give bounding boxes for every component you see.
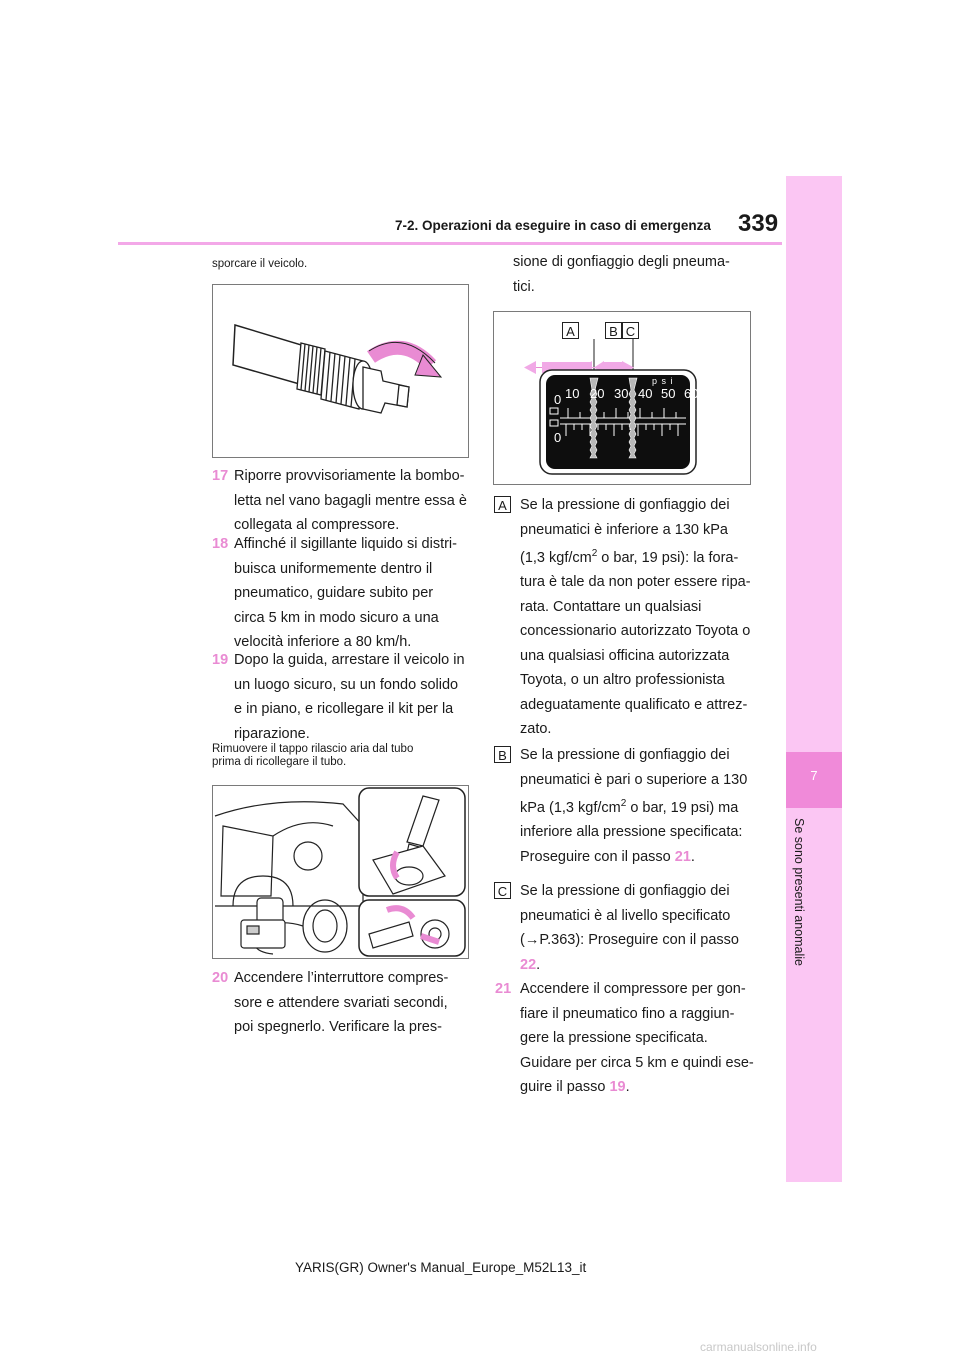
text-line: Toyota, o un altro professionista	[520, 672, 725, 689]
gauge-scale-30: 30	[614, 386, 629, 401]
label-box-b: B	[605, 322, 622, 339]
text-line	[520, 953, 760, 978]
gauge-scale-60: 60	[684, 386, 699, 401]
text-part: (1,3 kgf/cm	[520, 549, 592, 566]
text-part: Proseguire con il passo	[520, 848, 675, 865]
label-box-c-text: C	[494, 882, 511, 899]
superscript: 2	[620, 798, 627, 809]
step-line: gere la pressione specificata.	[520, 1030, 708, 1046]
text-line: zato.	[520, 721, 552, 738]
step-line: buisca uniformemente dentro il	[234, 560, 433, 577]
text-line: concessionario autorizzato Toyota o	[520, 623, 751, 640]
text-part: .	[625, 1079, 630, 1095]
step-line: fiare il pneumatico fino a raggiun-	[520, 1005, 735, 1022]
page-number: 339	[738, 210, 779, 237]
label-box-a: A	[562, 322, 579, 339]
watermark: carmanualsonline.info	[700, 1340, 817, 1354]
hose-cap-drawing	[213, 285, 468, 457]
step-line: Affinché il sigillante liquido si distri-	[234, 536, 457, 552]
gauge-scale-bottom-0: 0	[554, 430, 562, 445]
step-line: Guidare per circa 5 km e quindi ese-	[520, 1054, 754, 1071]
compressor-drawing	[213, 786, 468, 958]
text-part: .	[536, 956, 541, 973]
text-line	[520, 792, 760, 820]
text-line: rata. Contattare un qualsiasi	[520, 598, 702, 615]
step-ref[interactable]: 21	[674, 848, 691, 865]
gauge-scale-50: 50	[661, 386, 676, 401]
label-box-b-text: B	[494, 746, 511, 763]
step-line: velocità inferiore a 80 km/h.	[234, 634, 412, 650]
step-line: pneumatico, guidare subito per	[234, 585, 434, 601]
manual-footer: YARIS(GR) Owner's Manual_Europe_M52L13_it	[295, 1260, 587, 1275]
text-part: o bar, 19 psi): la fora-	[597, 549, 739, 566]
label-box-c: C	[622, 322, 639, 339]
note-line: prima di ricollegare il tubo.	[212, 756, 347, 768]
step-ref[interactable]: 19	[609, 1079, 626, 1095]
step-line: Dopo la guida, arrestare il veicolo in	[234, 652, 465, 668]
step-number: 17	[212, 468, 229, 484]
chapter-title	[792, 818, 806, 832]
text-part: .	[690, 848, 695, 865]
step-line: sore e attendere svariati secondi,	[234, 994, 448, 1011]
text-line: tura è tale da non poter essere ripa-	[520, 574, 751, 591]
step-line: collegata al compressore.	[234, 517, 400, 533]
paragraph-b	[520, 743, 760, 869]
text-line: una qualsiasi officina autorizzata	[520, 647, 730, 664]
step-line: Accendere il compressore per gon-	[520, 981, 746, 997]
step-ref[interactable]: 22	[520, 956, 537, 973]
text-line	[520, 542, 760, 570]
chapter-side-tab	[786, 176, 842, 1182]
compressor-connection-illustration	[212, 785, 469, 959]
text-line: pneumatici è inferiore a 130 kPa	[520, 521, 728, 538]
label-box-a-text: A	[494, 496, 511, 513]
step-number: 18	[212, 536, 229, 552]
header-rule	[118, 242, 782, 245]
step-line: riparazione.	[234, 725, 310, 742]
step-number: 21	[495, 981, 512, 997]
step-line: un luogo sicuro, su un fondo solido	[234, 676, 459, 693]
gauge-scale-40: 40	[638, 386, 653, 401]
chapter-number: 7	[810, 768, 818, 783]
hose-cap-illustration	[212, 284, 469, 458]
page-reference[interactable]: (→P.363): Proseguire con il passo	[520, 932, 739, 948]
pressure-gauge-illustration	[493, 311, 751, 485]
step-line: poi spegnerlo. Verificare la pres-	[234, 1019, 442, 1035]
text-line: tici.	[513, 278, 535, 295]
step-line: circa 5 km in modo sicuro a una	[234, 609, 439, 626]
gauge-unit: p s i	[652, 376, 674, 386]
text-line: Se la pressione di gonfiaggio dei	[520, 497, 730, 513]
step-line: Riporre provvisoriamente la bombo-	[234, 468, 465, 484]
step-line: letta nel vano bagagli mentre essa è	[234, 492, 467, 509]
text-line: adeguatamente qualificato e attrez-	[520, 696, 748, 713]
text-part: kPa (1,3 kgf/cm	[520, 799, 621, 816]
text-line: pneumatici è al livello specificato	[520, 907, 731, 924]
step-number: 19	[212, 652, 229, 668]
note-line: Rimuovere il tappo rilascio aria dal tubo	[212, 743, 414, 755]
gauge-scale-0: 0	[554, 392, 562, 407]
gauge-scale-10: 10	[565, 386, 580, 401]
step-line	[520, 1075, 766, 1100]
text-line: Se la pressione di gonfiaggio dei	[520, 883, 730, 899]
text-line	[520, 845, 760, 870]
step-number: 20	[212, 970, 229, 986]
text-part: guire il passo	[520, 1079, 610, 1095]
gauge-scale-20: 20	[590, 386, 605, 401]
text-line: pneumatici è pari o superiore a 130	[520, 771, 748, 788]
note-text	[212, 743, 413, 769]
section-title: 7-2. Operazioni da eseguire in caso di emergenza	[395, 218, 711, 233]
text-line: Se la pressione di gonfiaggio dei	[520, 747, 730, 763]
step-line: e in piano, e ricollegare il kit per la	[234, 701, 454, 717]
paragraph-a	[520, 493, 760, 742]
continued-text	[513, 250, 753, 299]
step-line: Accendere l’interruttore compres-	[234, 970, 449, 986]
text-line: sione di gonfiaggio degli pneuma-	[513, 254, 730, 270]
text-part: o bar, 19 psi) ma	[626, 799, 739, 816]
intro-text: sporcare il veicolo.	[212, 258, 308, 270]
paragraph-c	[520, 879, 760, 977]
text-line: inferiore alla pressione specificata:	[520, 824, 743, 841]
superscript: 2	[591, 548, 598, 559]
